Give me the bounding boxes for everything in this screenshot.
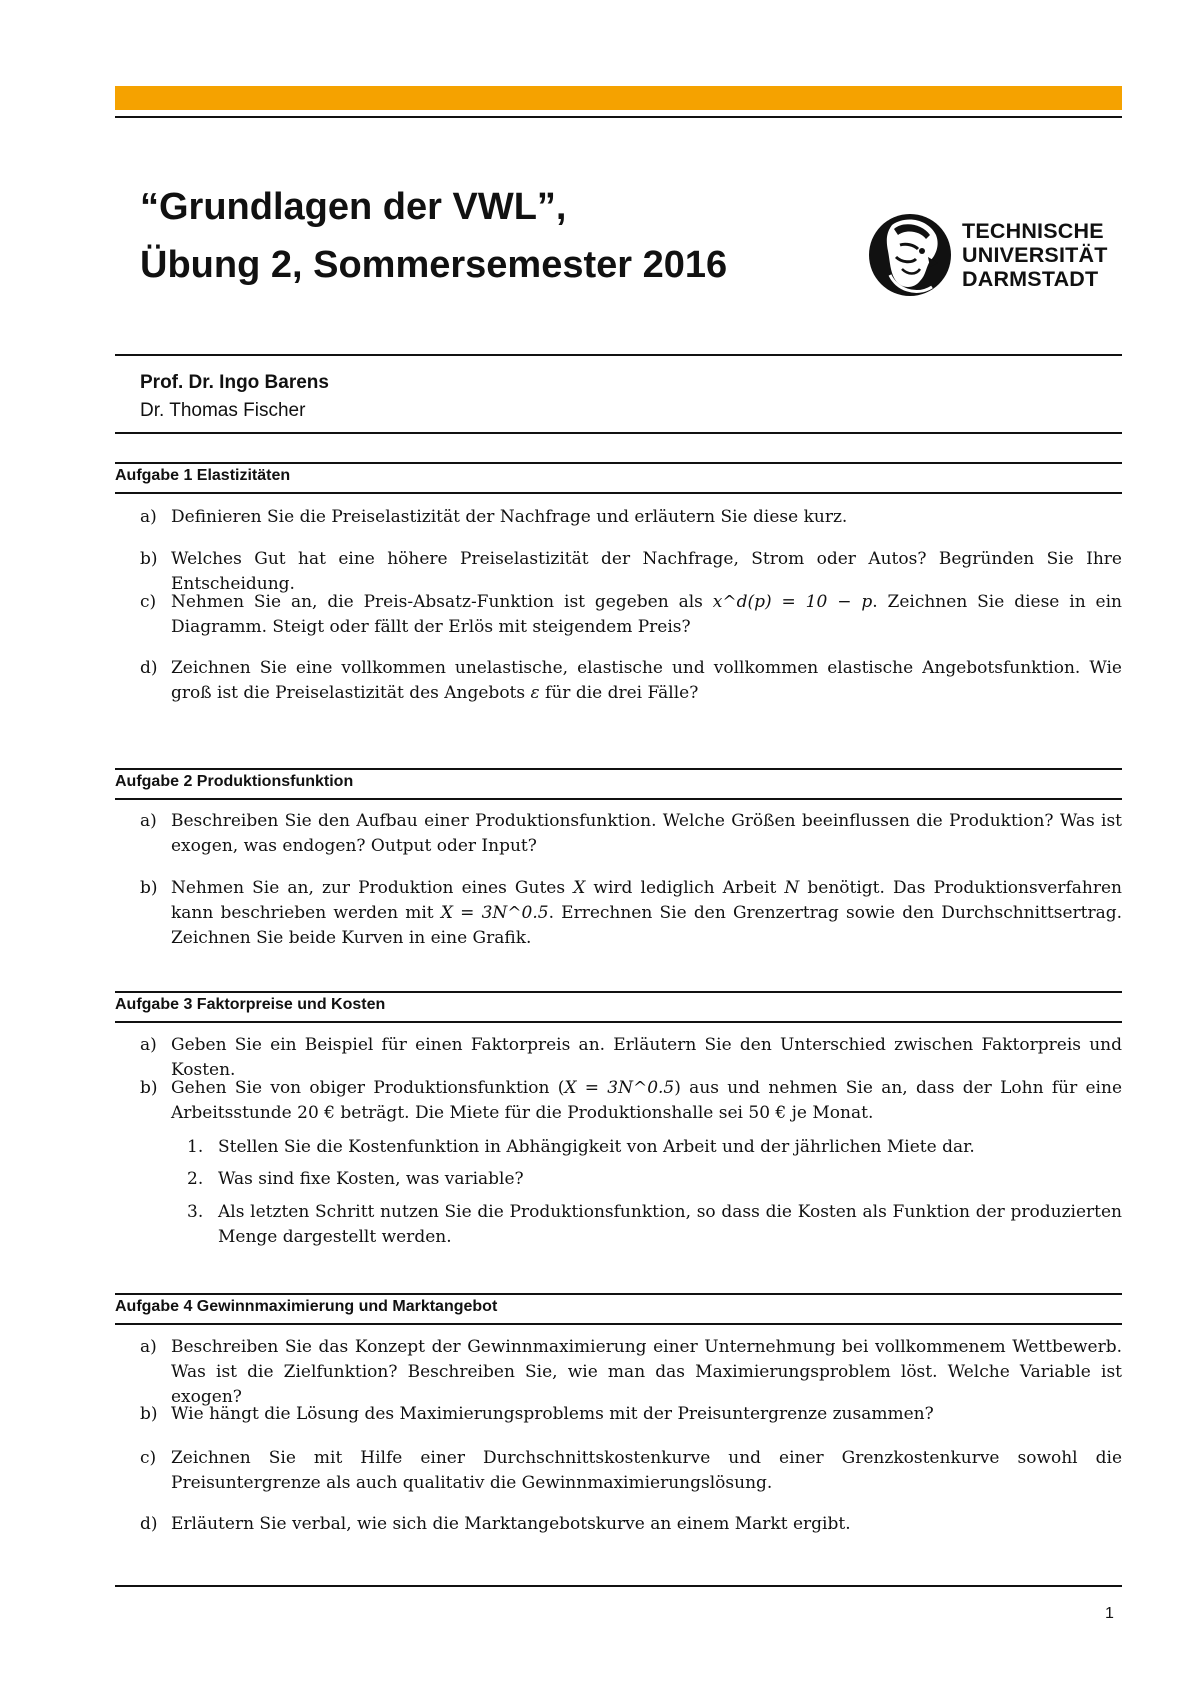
logo-line-2: UNIVERSITÄT: [962, 243, 1108, 267]
item-label: b): [140, 878, 158, 898]
logo-wordmark: [962, 219, 1108, 291]
demand-function-formula: x^d(p) = 10 − p: [712, 592, 873, 612]
title-line-1: “Grundlagen der VWL”,: [140, 186, 567, 228]
item-text: Erläutern Sie verbal, wie sich die Marktangebotskurve an einem Markt ergibt.: [171, 1514, 851, 1534]
item-text: Beschreiben Sie den Aufbau einer Produktionsfunktion. Welche Größen beeinflussen die Produktion? Was ist exogen, was endogen? Output oder Input?: [171, 811, 1122, 856]
page-number: 1: [1105, 1605, 1114, 1622]
subitem-label: 1.: [187, 1137, 204, 1157]
task-3-heading: Aufgabe 3 Faktorpreise und Kosten: [115, 996, 386, 1013]
task-1-heading: Aufgabe 1 Elastizitäten: [115, 467, 291, 484]
subitem-text: Als letzten Schritt nutzen Sie die Produktionsfunktion, so dass die Kosten als Funktion der produzierten Menge dargestellt werden.: [218, 1202, 1122, 1247]
task-4-heading: Aufgabe 4 Gewinnmaximierung und Marktangebot: [115, 1298, 498, 1315]
task-3-top-rule: [115, 991, 1122, 993]
logo-line-1: TECHNISCHE: [962, 219, 1104, 243]
header-accent-bar: [115, 86, 1122, 110]
task-3-bottom-rule: [115, 1021, 1122, 1023]
task-3-subitem-2: [187, 1167, 1122, 1192]
item-label: d): [140, 1514, 158, 1534]
subitem-label: 3.: [187, 1202, 204, 1222]
item-text: Wie hängt die Lösung des Maximierungsproblems mit der Preisuntergrenze zusammen?: [171, 1404, 934, 1424]
task-1-item-c: [140, 590, 1122, 640]
item-label: b): [140, 1078, 158, 1098]
task-4-item-c: [140, 1446, 1122, 1496]
university-logo: [866, 205, 1122, 309]
task-2-top-rule: [115, 768, 1122, 770]
logo-line-3: DARMSTADT: [962, 267, 1099, 291]
task-1-item-d: [140, 656, 1122, 706]
task-3-subitem-1: [187, 1135, 1122, 1160]
item-text: Nehmen Sie an, zur Produktion eines Gutes X wird lediglich Arbeit N benötigt. Das Produktionsverfahren kann beschrieben werden mit X = 3N^0.5. Errechnen Sie den Grenzertrag sowie den Durchschnittsertrag. Zeichnen Sie beide Kurven in eine Grafik.: [171, 878, 1123, 948]
page-title: [140, 178, 840, 294]
subitem-label: 2.: [187, 1169, 204, 1189]
item-label: c): [140, 592, 157, 612]
task-2-item-b: [140, 876, 1122, 951]
task-1-item-a: [140, 505, 1122, 530]
task-3-item-b: [140, 1076, 1122, 1126]
task-2-bottom-rule: [115, 798, 1122, 800]
header-divider: [115, 116, 1122, 118]
item-text: Definieren Sie die Preiselastizität der Nachfrage und erläutern Sie diese kurz.: [171, 507, 848, 527]
subitem-text: Was sind fixe Kosten, was variable?: [218, 1169, 524, 1189]
professor-name: Prof. Dr. Ingo Barens: [140, 372, 329, 393]
item-label: b): [140, 1404, 158, 1424]
item-label: a): [140, 1035, 157, 1055]
title-line-2: Übung 2, Sommersemester 2016: [140, 244, 728, 286]
task-1-bottom-rule: [115, 492, 1122, 494]
item-text: Welches Gut hat eine höhere Preiselastizität der Nachfrage, Strom oder Autos? Begründen Sie Ihre Entscheidung.: [171, 549, 1122, 594]
task-4-item-a: [140, 1335, 1122, 1410]
production-function-formula: X = 3N^0.5: [440, 903, 549, 923]
item-label: a): [140, 507, 157, 527]
task-2-item-a: [140, 809, 1122, 859]
item-text: Beschreiben Sie das Konzept der Gewinnmaximierung einer Unternehmung bei vollkommenem Wettbewerb. Was ist die Zielfunktion? Beschreiben Sie, wie man das Maximierungsproblem löst. Welche Variable ist exogen?: [171, 1337, 1122, 1407]
item-text: Nehmen Sie an, die Preis-Absatz-Funktion ist gegeben als x^d(p) = 10 − p. Zeichnen Sie diese in ein Diagramm. Steigt oder fällt der Erlös mit steigendem Preis?: [171, 592, 1122, 637]
task-1-top-rule: [115, 462, 1122, 464]
authors-bottom-rule: [115, 432, 1122, 434]
item-text: Geben Sie ein Beispiel für einen Faktorpreis an. Erläutern Sie den Unterschied zwischen Faktorpreis und Kosten.: [171, 1035, 1122, 1080]
subitem-text: Stellen Sie die Kostenfunktion in Abhängigkeit von Arbeit und der jährlichen Miete dar.: [218, 1137, 975, 1157]
task-4-top-rule: [115, 1293, 1122, 1295]
authors-top-rule: [115, 354, 1122, 356]
task-4-item-d: [140, 1512, 1122, 1537]
item-text: Gehen Sie von obiger Produktionsfunktion (X = 3N^0.5) aus und nehmen Sie an, dass der Lohn für eine Arbeitsstunde 20 € beträgt. Die Miete für die Produktionshalle sei 50 € je Monat.: [171, 1078, 1123, 1123]
footer-rule: [115, 1585, 1122, 1587]
epsilon-symbol: ε: [530, 683, 540, 703]
assistant-name: Dr. Thomas Fischer: [140, 400, 306, 421]
item-label: d): [140, 658, 158, 678]
authors-block: [140, 369, 329, 425]
item-label: a): [140, 1337, 157, 1357]
item-label: a): [140, 811, 157, 831]
athena-head-icon: [866, 205, 954, 307]
item-text: Zeichnen Sie eine vollkommen unelastische, elastische und vollkommen elastische Angebotsfunktion. Wie groß ist die Preiselastizität des Angebots ε für die drei Fälle?: [171, 658, 1122, 703]
production-function-formula: X = 3N^0.5: [564, 1078, 675, 1098]
task-3-subitem-3: [187, 1200, 1122, 1250]
item-text: Zeichnen Sie mit Hilfe einer Durchschnittskostenkurve und einer Grenzkostenkurve sowohl die Preisuntergrenze als auch qualitativ die Gewinnmaximierungslösung.: [171, 1448, 1122, 1493]
task-4-bottom-rule: [115, 1323, 1122, 1325]
item-label: c): [140, 1448, 157, 1468]
item-label: b): [140, 549, 158, 569]
task-4-item-b: [140, 1402, 1122, 1427]
task-2-heading: Aufgabe 2 Produktionsfunktion: [115, 773, 354, 790]
